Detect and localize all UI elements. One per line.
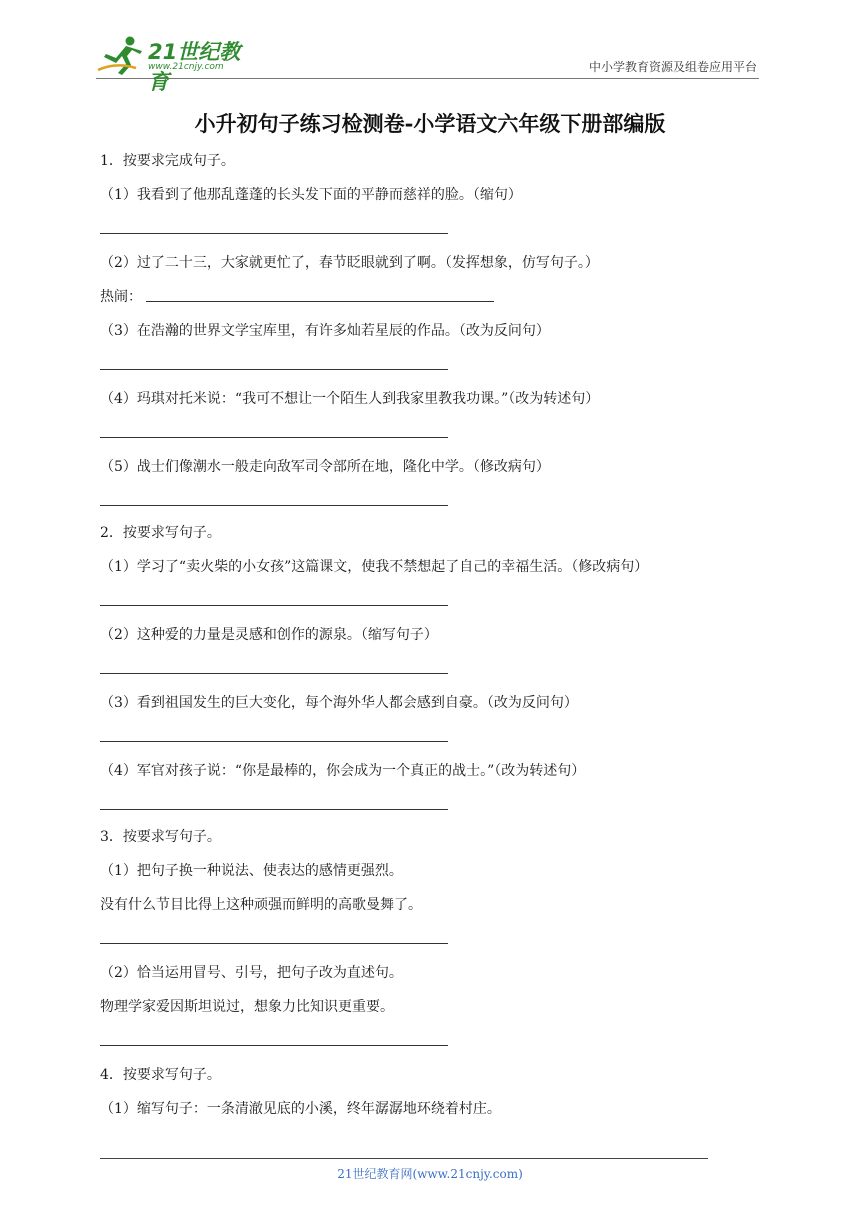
question-2-item-4: （4）军官对孩子说：“你是最棒的，你会成为一个真正的战士。”（改为转述句） <box>100 763 586 779</box>
answer-line[interactable] <box>100 741 448 742</box>
question-3-item-1-sentence: 没有什么节目比得上这种顽强而鲜明的高歌曼舞了。 <box>100 897 422 913</box>
question-2-item-1: （1）学习了“卖火柴的小女孩”这篇课文，使我不禁想起了自己的幸福生活。（修改病句） <box>100 559 649 575</box>
answer-line[interactable] <box>100 605 448 606</box>
answer-line[interactable] <box>100 809 448 810</box>
footer-divider <box>100 1158 708 1159</box>
question-3-item-1: （1）把句子换一种说法、使表达的感情更强烈。 <box>100 863 403 879</box>
answer-line[interactable] <box>100 233 448 234</box>
question-4-stem: 4．按要求写句子。 <box>100 1067 221 1083</box>
logo <box>96 34 256 94</box>
runner-logo-icon <box>96 34 148 76</box>
platform-label: 中小学教育资源及组卷应用平台 <box>588 60 757 74</box>
question-4-item-1: （1）缩写句子：一条清澈见底的小溪，终年潺潺地环绕着村庄。 <box>100 1101 501 1117</box>
answer-line[interactable] <box>100 369 448 370</box>
question-3-item-2-sentence: 物理学家爱因斯坦说过，想象力比知识更重要。 <box>100 999 394 1015</box>
answer-line[interactable] <box>100 673 448 674</box>
prompt-label: 热闹： <box>100 289 142 305</box>
page-title: 小升初句子练习检测卷-小学语文六年级下册部编版 <box>194 111 666 136</box>
question-1-stem: 1．按要求完成句子。 <box>100 153 235 169</box>
question-2-stem: 2．按要求写句子。 <box>100 525 221 541</box>
answer-line[interactable] <box>100 437 448 438</box>
question-2-item-3: （3）看到祖国发生的巨大变化，每个海外华人都会感到自豪。（改为反问句） <box>100 695 578 711</box>
question-1-item-2: （2）过了二十三，大家就更忙了，春节眨眼就到了啊。（发挥想象，仿写句子。） <box>100 255 599 271</box>
answer-line[interactable] <box>100 1045 448 1046</box>
logo-text: 21世纪教育 <box>148 40 241 94</box>
question-1-item-1: （1）我看到了他那乱蓬蓬的长头发下面的平静而慈祥的脸。（缩句） <box>100 187 522 203</box>
answer-line[interactable] <box>100 943 448 944</box>
footer-link[interactable]: 21世纪教育网(www.21cnjy.com) <box>337 1167 523 1181</box>
question-3-item-2: （2）恰当运用冒号、引号，把句子改为直述句。 <box>100 965 403 981</box>
answer-line[interactable] <box>100 505 448 506</box>
question-2-item-2: （2）这种爱的力量是灵感和创作的源泉。（缩写句子） <box>100 627 438 643</box>
question-3-stem: 3．按要求写句子。 <box>100 829 221 845</box>
question-1-item-3: （3）在浩瀚的世界文学宝库里，有许多灿若星辰的作品。（改为反问句） <box>100 323 550 339</box>
page-header <box>96 34 759 94</box>
question-1-item-4: （4）玛琪对托米说：“我可不想让一个陌生人到我家里教我功课。”（改为转述句） <box>100 391 600 407</box>
question-1-item-5: （5）战士们像潮水一般走向敌军司令部所在地，隆化中学。（修改病句） <box>100 459 550 475</box>
logo-url: www.21cnjy.com <box>148 62 224 72</box>
answer-line[interactable] <box>146 301 494 302</box>
